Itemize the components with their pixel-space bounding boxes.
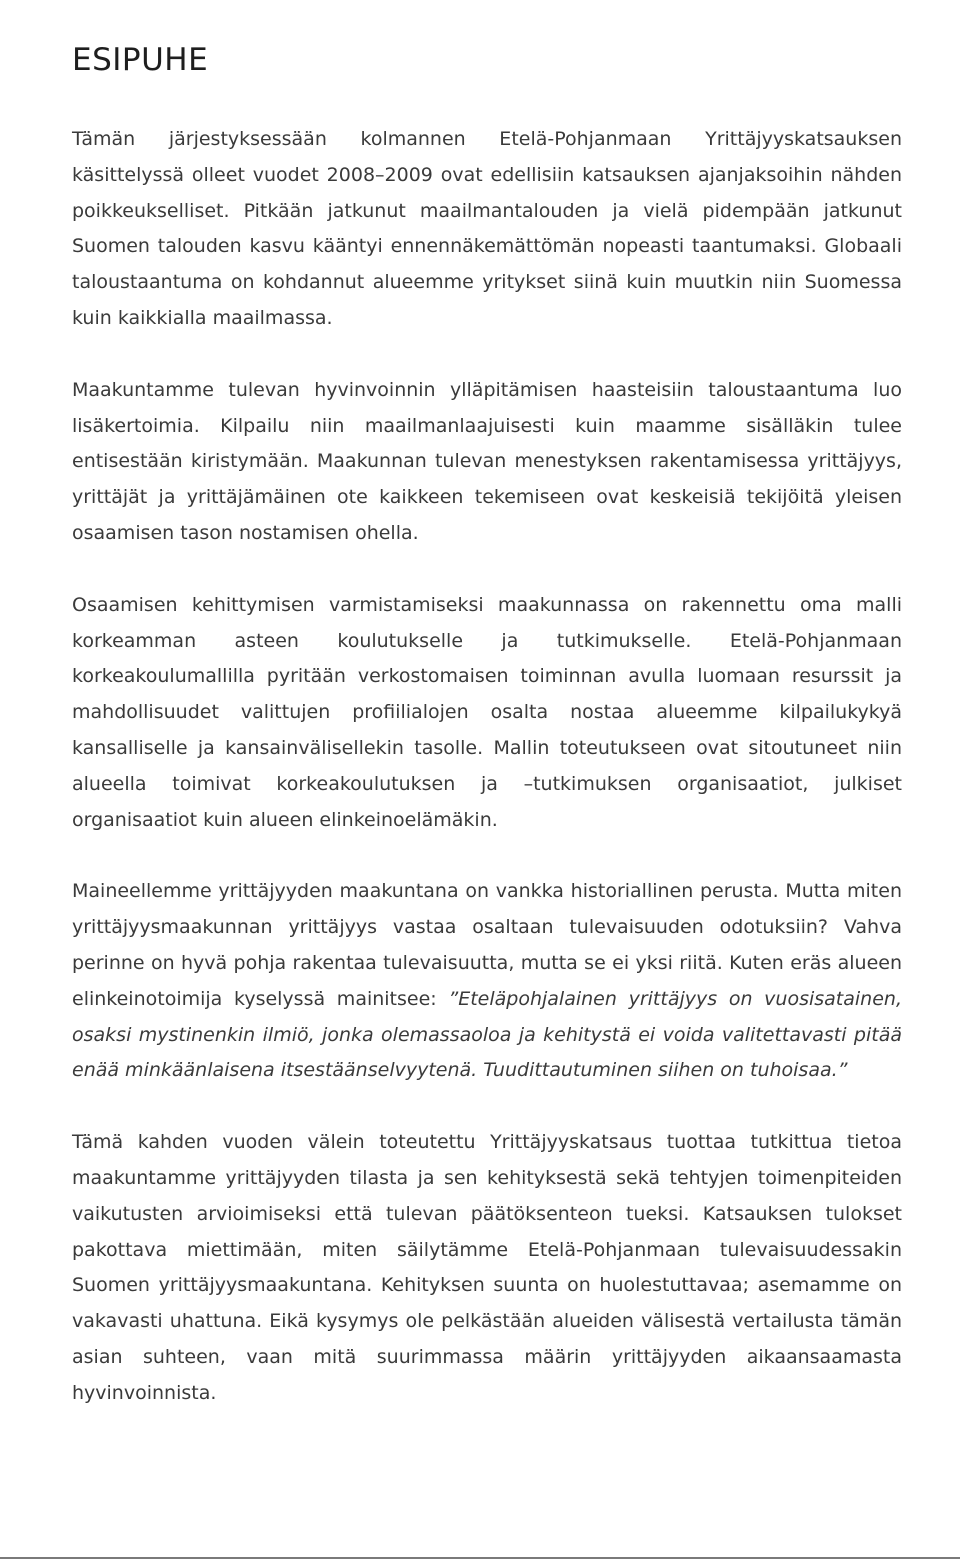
paragraph-3: Osaamisen kehittymisen varmistamiseksi maakunnassa on rakennettu oma malli korkeamman asteen koulutukselle ja tutkimukselle. Etelä-Pohjanmaan korkeakoulumallilla pyritään verkostomaisen toiminnan avulla luomaan resurssit ja mahdollisuudet valittujen profiilialojen osalta nostaa alueemme kilpailukykyä kansalliselle ja kansainvälisellekin tasolle. Mallin toteutukseen ovat sitoutuneet niin alueella toimivat korkeakoulutuksen ja –tutkimuksen organisaatiot, julkiset organisaatiot kuin alueen elinkeinoelämäkin. [72,593,902,831]
page-title: ESIPUHE [72,42,209,78]
paragraph-5: Tämä kahden vuoden välein toteutettu Yrittäjyyskatsaus tuottaa tutkittua tietoa maakuntamme yrittäjyyden tilasta ja sen kehityksestä sekä tehtyjen toimenpiteiden vaikutusten arvioimiseksi että tulevan päätöksenteon tueksi. Katsauksen tulokset pakottava miettimään, miten säilytämme Etelä-Pohjanmaan tulevaisuudessakin Suomen yrittäjyysmaakuntana. Kehityksen suunta on huolestuttavaa; asemamme on vakavasti uhattuna. Eikä kysymys ole pelkästään alueiden välisestä vertailusta tämän asian suhteen, vaan mitä suurimmassa määrin yrittäjyyden aikaansaamasta hyvinvoinnista. [72,1131,902,1404]
bottom-divider [0,1557,960,1559]
paragraph-4 [72,874,902,1089]
document-page [72,38,902,1448]
paragraph-1: Tämän järjestyksessään kolmannen Etelä-Pohjanmaan Yrittäjyyskatsauksen käsittelyssä olleet vuodet 2008–2009 ovat edellisiin katsauksen ajanjaksoihin nähden poikkeukselliset. Pitkään jatkunut maailmantalouden ja vielä pidempään jatkunut Suomen talouden kasvu kääntyi ennennäkemättömän nopeasti taantumaksi. Globaali taloustaantuma on kohdannut alueemme yritykset siinä kuin muutkin niin Suomessa kuin kaikkialla maailmassa. [72,128,902,329]
paragraph-2: Maakuntamme tulevan hyvinvoinnin ylläpitämisen haasteisiin taloustaantuma luo lisäkertoimia. Kilpailu niin maailmanlaajuisesti kuin maamme sisälläkin tulee entisestään kiristymään. Maakunnan tulevan menestyksen rakentamisessa yrittäjyys, yrittäjät ja yrittäjämäinen ote kaikkeen tekemiseen ovat keskeisiä tekijöitä yleisen osaamisen tason nostamisen ohella. [72,378,902,544]
paragraph-4-quote: ”Eteläpohjalainen yrittäjyys on vuosisatainen, osaksi mystinenkin ilmiö, jonka olemassaoloa ja kehitystä ei voida valitettavasti pitää enää minkäänlaisena itsestäänselvyytenä. Tuudittautuminen siihen on tuhoisaa.” [72,987,902,1082]
paragraph-4-text: Maineellemme yrittäjyyden maakuntana on vankka historiallinen perusta. Mutta miten yrittäjyysmaakunnan yrittäjyys vastaa osaltaan tulevaisuuden odotuksiin? Vahva perinne on hyvä pohja rakentaa tulevaisuutta, mutta se ei yksi riitä. Kuten eräs alueen elinkeinotoimija kyselyssä mainitsee: [72,880,902,1010]
